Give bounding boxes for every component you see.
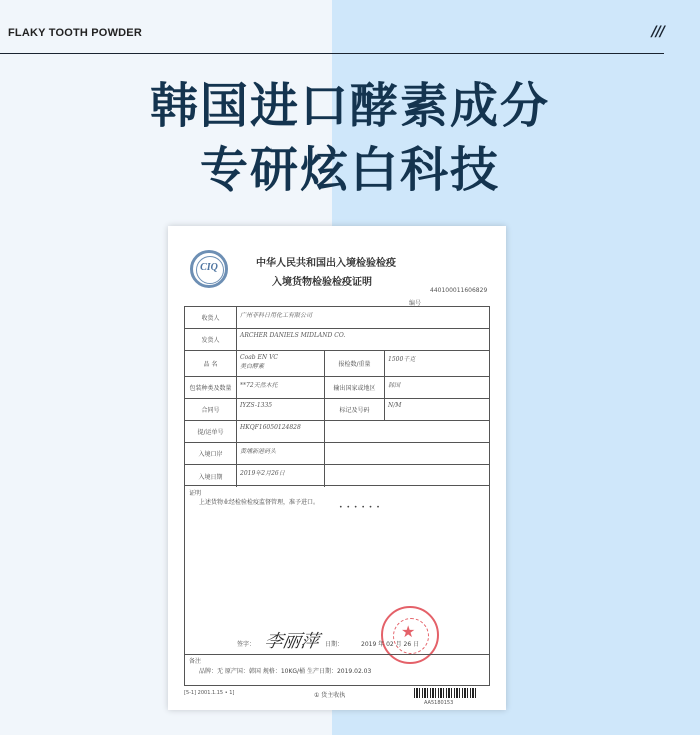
- row-value-2: N/M: [388, 402, 402, 409]
- table-row: [185, 329, 489, 351]
- notes-divider: [185, 654, 489, 655]
- certificate-number: 440100011606829: [430, 287, 488, 294]
- row-value: **72天然木托: [237, 377, 325, 398]
- handwritten-signature: 李丽萍: [262, 631, 321, 652]
- row-label-2: 标记及号码: [325, 399, 385, 420]
- row-value: 广州菲科日用化工有限公司: [240, 312, 313, 319]
- row-value-2: 韩国: [388, 382, 401, 389]
- row-value: ARCHER DANIELS MIDLAND CO.: [240, 332, 346, 339]
- certification-section: [184, 486, 490, 686]
- certificate-issuer: 中华人民共和国出入境检验检疫: [256, 258, 396, 269]
- ciq-logo-text: CIQ: [200, 262, 218, 273]
- ciq-logo-icon: [190, 250, 228, 288]
- row-value: 黄埔新港码头: [237, 443, 325, 464]
- dotted-marks: • • • • • •: [339, 504, 381, 511]
- table-row: [185, 351, 489, 377]
- row-label: 收货人: [185, 307, 237, 328]
- row-label: 品 名: [185, 351, 237, 376]
- signature-label: 签字：: [237, 641, 256, 648]
- row-label: 入境口岸: [185, 443, 237, 464]
- table-row: [185, 307, 489, 329]
- row-label: 包装种类及数量: [185, 377, 237, 398]
- row-label: 提/运单号: [185, 421, 237, 442]
- table-row: [185, 377, 489, 399]
- row-label: 发货人: [185, 329, 237, 350]
- number-label: 编号: [409, 300, 422, 307]
- table-row: [185, 443, 489, 465]
- row-value: IYZS-1335: [237, 399, 325, 420]
- date-value: 2019 年 02 月 26 日: [361, 641, 420, 648]
- row-label: 入境日期: [185, 465, 237, 487]
- date-label: 日期：: [325, 641, 344, 648]
- header-divider: [0, 53, 664, 54]
- row-value: HKQF1605012482​8: [237, 421, 325, 442]
- row-value-2: 1500千克: [388, 356, 416, 363]
- certificate-table: [184, 306, 490, 486]
- row-value: 2019年2月26日: [237, 465, 325, 487]
- slashes-decoration: ///: [651, 24, 664, 40]
- form-code: [5-1] 2001.1.15 • 1]: [184, 690, 235, 696]
- brand-name: FLAKY TOOTH POWDER: [8, 27, 142, 39]
- row-label-2: 报检数/重量: [325, 351, 385, 376]
- headline-line-2: 专研炫白科技: [199, 142, 500, 198]
- certificate-title: 入境货物检验检疫证明: [272, 277, 372, 288]
- barcode-icon: [414, 688, 478, 698]
- copy-label: ① 货主收执: [314, 692, 346, 699]
- row-value: Coab EN VC 美白酵素: [237, 351, 325, 376]
- notes-text: 品牌：无 原产国：韩国 规格：10KG/桶 生产日期：2019.02.03: [199, 668, 372, 675]
- table-row: [185, 399, 489, 421]
- inspection-certificate-image: [168, 226, 506, 710]
- certification-label: 证明: [189, 490, 202, 497]
- certification-text: 上述货物业经检验检疫监督管理，准予进口。: [199, 499, 320, 506]
- row-label: 合同号: [185, 399, 237, 420]
- row-label-2: 输出国家或地区: [325, 377, 385, 398]
- barcode-number: AA5180153: [424, 700, 454, 706]
- table-row: [185, 465, 489, 487]
- headline-line-1: 韩国进口酵素成分: [149, 78, 550, 134]
- table-row: [185, 421, 489, 443]
- official-seal-icon: ★: [381, 606, 439, 664]
- notes-label: 备注: [189, 658, 202, 665]
